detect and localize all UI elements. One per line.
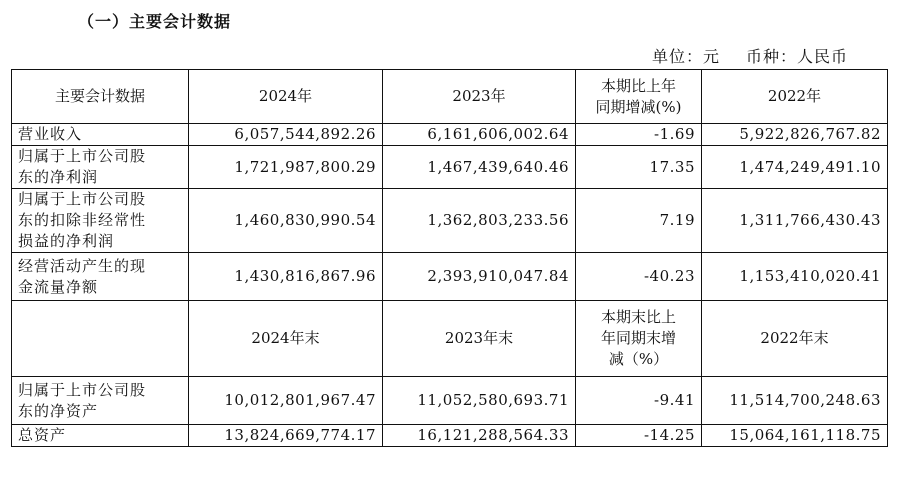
row-label-line: 归属于上市公司股 — [18, 380, 147, 399]
header-row-period-end — [12, 301, 888, 377]
row-label-line: 归属于上市公司股 — [18, 147, 147, 165]
row-label — [12, 253, 189, 301]
value-2022: 5,922,826,767.82 — [702, 124, 888, 146]
table-row — [12, 253, 888, 301]
section-title: （一）主要会计数据 — [78, 12, 232, 31]
value-2024: 1,430,816,867.96 — [189, 253, 383, 301]
currency-label: 币种：人民币 — [745, 47, 848, 66]
header-2023: 2023年 — [383, 70, 576, 124]
value-2023-end: 11,052,580,693.71 — [383, 377, 576, 425]
value-2023: 1,467,439,640.46 — [383, 146, 576, 189]
header-item-empty — [12, 301, 189, 377]
row-label — [12, 124, 189, 146]
value-2024: 1,721,987,800.29 — [189, 146, 383, 189]
row-label-line: 损益的净利润 — [18, 232, 115, 250]
value-2023-end: 16,121,288,564.33 — [383, 425, 576, 447]
value-change: 7.19 — [576, 189, 702, 253]
row-label-line: 东的净利润 — [18, 168, 99, 186]
header-change-end — [576, 301, 702, 377]
row-label — [12, 189, 189, 253]
header-2024-end: 2024年末 — [189, 301, 383, 377]
row-label-line: 东的净资产 — [18, 401, 99, 420]
row-label — [12, 146, 189, 189]
header-2024: 2024年 — [189, 70, 383, 124]
value-2023: 1,362,803,233.56 — [383, 189, 576, 253]
value-2024: 6,057,544,892.26 — [189, 124, 383, 146]
header-change-end-line1: 本期末比上 — [600, 308, 676, 326]
value-change-end: -14.25 — [576, 425, 702, 447]
table-row — [12, 425, 888, 447]
row-label-line: 总资产 — [18, 426, 67, 444]
value-2022-end: 11,514,700,248.63 — [702, 377, 888, 425]
row-label-line: 经营活动产生的现 — [18, 256, 147, 275]
table-row — [12, 189, 888, 253]
value-2022: 1,311,766,430.43 — [702, 189, 888, 253]
value-2022-end: 15,064,161,118.75 — [702, 425, 888, 447]
row-label-line: 东的扣除非经常性 — [18, 211, 147, 229]
unit-label: 单位：元 — [651, 47, 720, 66]
value-change-end: -9.41 — [576, 377, 702, 425]
header-change-line1: 本期比上年 — [600, 76, 676, 95]
financial-data-table — [11, 69, 888, 447]
value-2024-end: 13,824,669,774.17 — [189, 425, 383, 447]
header-2023-end: 2023年末 — [383, 301, 576, 377]
header-change-end-line3: 减（%） — [608, 350, 669, 368]
value-change: 17.35 — [576, 146, 702, 189]
value-2024: 1,460,830,990.54 — [189, 189, 383, 253]
table-row — [12, 146, 888, 189]
value-change: -40.23 — [576, 253, 702, 301]
row-label-line: 归属于上市公司股 — [18, 190, 147, 208]
value-2023: 2,393,910,047.84 — [383, 253, 576, 301]
header-row-annual — [12, 70, 888, 124]
value-2022: 1,153,410,020.41 — [702, 253, 888, 301]
value-2023: 6,161,606,002.64 — [383, 124, 576, 146]
value-2024-end: 10,012,801,967.47 — [189, 377, 383, 425]
header-change-line2: 同期增减(%) — [595, 97, 682, 116]
header-2022-end: 2022年末 — [702, 301, 888, 377]
row-label — [12, 425, 189, 447]
row-label-line: 金流量净额 — [18, 277, 99, 296]
header-item: 主要会计数据 — [12, 70, 189, 124]
header-2022: 2022年 — [702, 70, 888, 124]
table-row — [12, 124, 888, 146]
value-change: -1.69 — [576, 124, 702, 146]
row-label — [12, 377, 189, 425]
row-label-line: 营业收入 — [18, 125, 83, 143]
header-change — [576, 70, 702, 124]
header-change-end-line2: 年同期末增 — [600, 329, 676, 347]
unit-line — [652, 44, 848, 67]
table-row — [12, 377, 888, 425]
value-2022: 1,474,249,491.10 — [702, 146, 888, 189]
